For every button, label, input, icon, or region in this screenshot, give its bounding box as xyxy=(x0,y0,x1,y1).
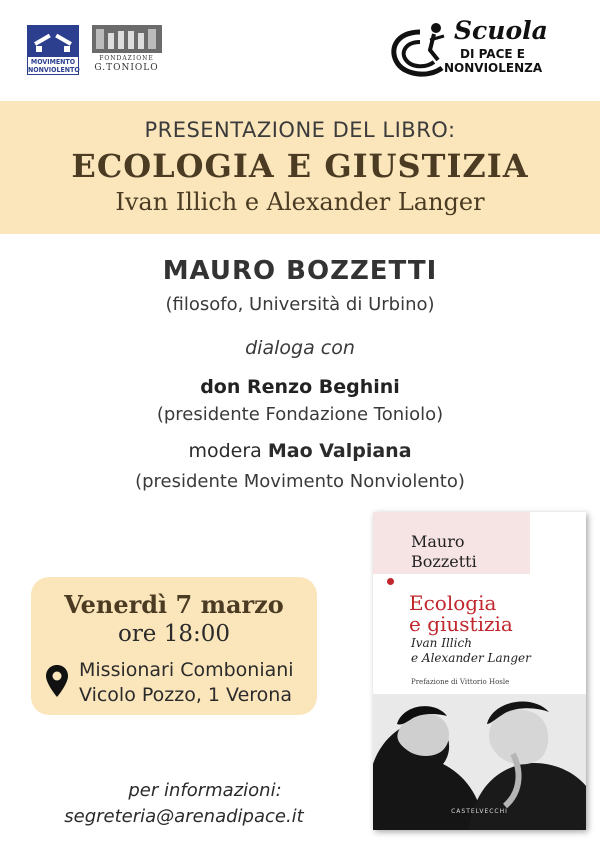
moderator-prefix: modera xyxy=(188,440,262,462)
broken-rifle-icon xyxy=(28,26,78,57)
book-subtitle: Ivan Illich e Alexander Langer xyxy=(115,188,485,216)
place-name: Missionari Comboniani xyxy=(79,659,294,681)
moderator-line xyxy=(0,440,600,462)
pretitle: PRESENTAZIONE DEL LIBRO: xyxy=(144,118,456,142)
toniolo-label: G.TONIOLO xyxy=(94,63,159,73)
guest-name: don Renzo Beghini xyxy=(200,376,400,398)
scuola-pace-logo xyxy=(384,14,584,84)
scuola-script-text: Scuola xyxy=(454,16,548,45)
movimento-logo-text: MOVIMENTO NONVIOLENTO xyxy=(28,58,80,74)
cover-title-line1: Ecologia xyxy=(409,591,497,615)
location-pin-icon xyxy=(45,664,69,698)
scuola-line2: NONVIOLENZA xyxy=(444,61,543,75)
cover-preface: Prefazione di Vittorio Hosle xyxy=(411,678,510,686)
dialoga-text: dialoga con xyxy=(245,337,355,359)
moderator-name: Mao Valpiana xyxy=(267,440,412,462)
book-title: ECOLOGIA E GIUSTIZIA xyxy=(71,147,529,185)
cover-subtitle-line1: Ivan Illich xyxy=(411,636,472,650)
cover-subtitle-line2: e Alexander Langer xyxy=(411,651,531,665)
cover-author-last: Bozzetti xyxy=(411,552,477,571)
cover-author-first: Mauro xyxy=(411,532,465,551)
fondazione-toniolo-logo xyxy=(89,25,164,73)
publisher-dot-icon xyxy=(387,578,394,585)
cover-title-line2: e giustizia xyxy=(409,612,513,636)
main-speaker-affiliation: (filosofo, Università di Urbino) xyxy=(165,294,435,315)
event-time: ore 18:00 xyxy=(117,621,231,647)
main-speaker-name: MAURO BOZZETTI xyxy=(162,256,438,286)
place-address: Vicolo Pozzo, 1 Verona xyxy=(79,684,292,706)
event-date: Venerdì 7 marzo xyxy=(64,590,284,619)
info-email[interactable]: segreteria@arenadipace.it xyxy=(64,806,304,827)
fondazione-label: FONDAZIONE xyxy=(99,55,154,62)
info-label: per informazioni: xyxy=(128,780,282,801)
moderator-affiliation: (presidente Movimento Nonviolento) xyxy=(135,471,465,492)
cover-publisher: CASTELVECCHI xyxy=(451,808,508,815)
building-icon xyxy=(92,25,162,53)
scuola-line1: DI PACE E xyxy=(460,47,525,61)
movimento-nonviolento-logo xyxy=(27,25,79,75)
guest-affiliation: (presidente Fondazione Toniolo) xyxy=(156,404,444,425)
book-cover xyxy=(373,512,586,830)
